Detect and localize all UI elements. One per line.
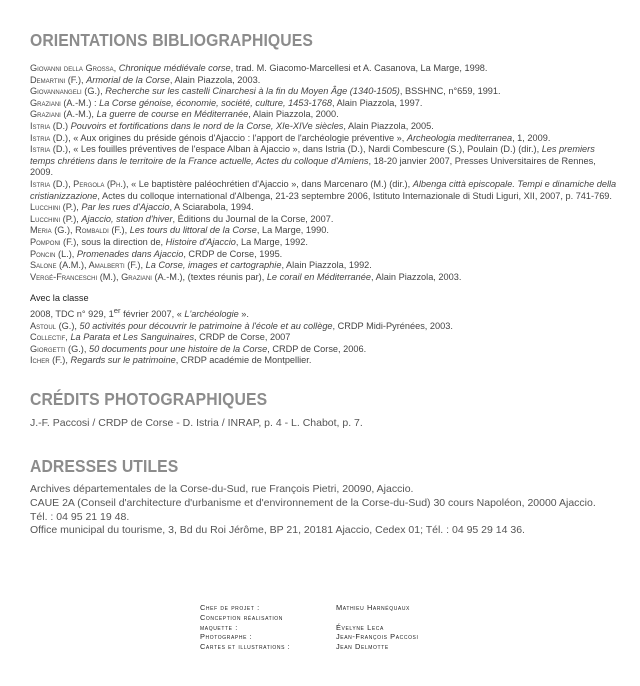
address-line: Archives départementales de la Corse-du-Sud, rue François Pietri, 20090, Ajaccio.	[30, 482, 414, 495]
reference-text: La Corse, images et cartographie	[145, 260, 282, 271]
reference-text: , A Sciarabola, 1994.	[169, 202, 254, 213]
colophon-value: Jean-François Paccosi	[336, 632, 419, 642]
reference-text: Recherche sur les castelli Cinarchesi à la fin du Moyen Âge (1340-1505)	[105, 86, 400, 97]
reference-authors: Salone (A.M.), Amalberti (F.),	[30, 260, 144, 271]
reference-entry	[30, 237, 620, 249]
page	[30, 30, 620, 538]
reference-entry	[30, 272, 620, 284]
reference-authors: Collectif,	[30, 332, 68, 343]
reference-text: (textes réunis par),	[185, 271, 267, 282]
reference-text: , 18-20 janvier 2007, Presses Universitaires de Rennes, 2009.	[30, 155, 596, 178]
reference-entry	[30, 305, 620, 321]
reference-text: siècles	[312, 120, 344, 131]
reference-text: , CRDP de Corse, 2007	[194, 332, 291, 343]
reference-entry	[30, 344, 620, 356]
reference-text: ,	[81, 74, 87, 85]
reference-text: Archeologia mediterranea	[406, 132, 513, 143]
classe-list	[30, 305, 620, 367]
reference-text: , La Marge, 1990.	[256, 225, 329, 236]
reference-text: , Éditions du Journal de la Corse, 2007.	[172, 213, 334, 224]
reference-authors: Vergé-Franceschi (M.), Graziani (A.-M.),	[30, 271, 186, 282]
address-line: CAUE 2A (Conseil d'architecture d'urbanisme et d'environnement de la Corse-du-Sud) 30 cours Napoléon, 20000 Ajaccio.	[30, 496, 596, 509]
reference-entry	[30, 260, 620, 272]
reference-authors: Astoul (G.),	[30, 320, 77, 331]
credits-text: J.-F. Paccosi / CRDP de Corse - D. Istria / INRAP, p. 4 - L. Chabot, p. 7.	[30, 416, 363, 429]
reference-text: Regards sur le patrimoine	[70, 355, 176, 366]
address-line: Office municipal du tourisme, 3, Bd du Roi Jérôme, BP 21, 20181 Ajaccio, Cedex 01; Tél. : 04 95 29 14 36.	[30, 524, 525, 537]
reference-text: , CRDP académie de Montpellier.	[175, 355, 312, 366]
reference-entry	[30, 86, 620, 98]
colophon-label: maquette :	[200, 622, 238, 632]
reference-authors: Istria (D.)	[30, 120, 69, 131]
reference-text: :	[91, 97, 100, 108]
reference-text: ».	[238, 308, 249, 319]
reference-text: , Alain Piazzola, 2000.	[248, 109, 339, 120]
colophon-row	[200, 632, 419, 642]
reference-entry	[30, 202, 620, 214]
reference-text: , CRDP Midi-Pyrénées, 2003.	[332, 320, 453, 331]
colophon-value: Évelyne Leca	[336, 622, 384, 632]
reference-text: La Parata et Les Sanguinaires	[70, 332, 195, 343]
reference-text: Pouvoirs et fortifications dans le nord de la Corse, XI	[70, 120, 285, 131]
colophon-row	[200, 613, 419, 623]
reference-text: , Alain Piazzola, 1992.	[281, 260, 372, 271]
classe-heading: Avec la classe	[30, 293, 89, 304]
reference-text: 2008, TDC n° 929, 1	[30, 308, 114, 319]
reference-text: Promenades dans Ajaccio	[76, 248, 184, 259]
reference-text: Chronique médiévale corse	[118, 63, 231, 73]
reference-entry	[30, 321, 620, 333]
reference-text: La guerre de course en Méditerranée	[96, 109, 249, 120]
credits-title: CRÉDITS PHOTOGRAPHIQUES	[30, 388, 268, 409]
reference-text: e	[284, 120, 290, 131]
reference-text: Les premiers temps chrétiens dans le territoire de la France actuelle, Actes du colloque d'Amiens	[30, 144, 595, 166]
colophon-row	[200, 642, 419, 652]
colophon-value: Jean Delmotte	[336, 642, 389, 652]
reference-text: « Les fouilles préventives de l'espace Alban à Ajaccio », dans Istria (D.), Nardi Combescure (S.), Poulain (D.) (dir.),	[70, 144, 542, 155]
reference-text: , CRDP de Corse, 1995.	[183, 248, 283, 259]
addresses-title: ADRESSES UTILES	[30, 455, 179, 476]
reference-entry	[30, 214, 620, 226]
reference-text: , Alain Piazzola, 2005.	[343, 120, 434, 131]
reference-text: Par les rues d'Ajaccio	[81, 202, 170, 213]
reference-entry	[30, 332, 620, 344]
reference-authors: Istria (D.),	[30, 144, 71, 155]
address-line: Tél. : 04 95 21 19 48.	[30, 510, 130, 523]
reference-text: e	[307, 120, 313, 131]
reference-entry	[30, 98, 620, 110]
reference-text: sous la direction de,	[78, 236, 166, 247]
reference-entry	[30, 355, 620, 367]
colophon-row	[200, 623, 419, 633]
reference-text: Ajaccio, station d'hiver	[81, 213, 173, 224]
reference-authors: Icher (F.),	[30, 355, 68, 366]
reference-entry	[30, 179, 620, 202]
bibliography-list	[30, 63, 620, 283]
reference-entry	[30, 109, 620, 121]
reference-text: Les tours du littoral de la Corse	[129, 225, 257, 236]
reference-text: , Alain Piazzola, 2003.	[169, 74, 261, 85]
reference-text: Le corail en Méditerranée	[266, 271, 371, 282]
reference-text: , BSSHNC, n°659, 1991.	[399, 86, 501, 97]
reference-text: , 1, 2009.	[512, 132, 551, 143]
reference-authors: Giorgetti (G.),	[30, 343, 87, 354]
reference-text: Armorial de la Corse	[86, 74, 170, 85]
reference-text: , trad. M. Giacomo-Marcellesi et A. Casanova, La Marge, 1998.	[230, 63, 488, 73]
reference-text: , Actes du colloque international d'Albenga, 21-23 septembre 2006, Istituto Internazionale di Studi Liguri, XII, 2007, p. 741-769.	[97, 190, 612, 201]
reference-entry	[30, 75, 620, 87]
reference-authors: Pomponi (F.),	[30, 236, 79, 247]
reference-text: er	[113, 305, 121, 315]
reference-text: « Le baptistère paléochrétien d'Ajaccio », dans Marcenaro (M.) (dir.),	[128, 178, 413, 189]
colophon-label: Chef de projet :	[200, 603, 260, 612]
reference-authors: Graziani (A.-M.)	[30, 97, 92, 108]
reference-authors: Lucchini (P.),	[30, 202, 79, 213]
colophon-row	[200, 603, 419, 613]
reference-text: , CRDP de Corse, 2006.	[267, 343, 367, 354]
addresses-list	[30, 483, 620, 538]
reference-authors: Lucchini (P.),	[30, 213, 79, 224]
reference-authors: Graziani (A.-M.),	[30, 109, 94, 120]
colophon-label: Cartes et illustrations :	[200, 642, 291, 652]
reference-text: , Alain Piazzola, 1997.	[332, 97, 423, 108]
reference-entry	[30, 121, 620, 133]
reference-entry	[30, 133, 620, 145]
reference-authors: Meria (G.), Rombaldi (F.),	[30, 225, 128, 236]
reference-authors: Giovanni della Grossa,	[30, 63, 117, 73]
reference-text: Albenga città episcopale. Tempi e dinamiche della cristianizzazione	[30, 178, 617, 201]
reference-text: -XIV	[289, 120, 308, 131]
reference-authors: Istria (D.), Pergola (Ph.),	[30, 178, 129, 189]
reference-entry	[30, 63, 620, 75]
reference-entry	[30, 249, 620, 261]
reference-text: février 2007, «	[120, 308, 185, 319]
reference-text: L'archéologie	[184, 308, 239, 319]
classe-section	[30, 293, 620, 367]
reference-authors: Poncin (L.),	[30, 248, 75, 259]
reference-authors: Giovannangeli (G.),	[30, 86, 103, 97]
reference-text: Histoire d'Ajaccio	[165, 236, 236, 247]
reference-entry	[30, 225, 620, 237]
reference-text: « Aux origines du préside génois d'Ajaccio : l'apport de l'archéologie préventive »,	[70, 132, 407, 143]
colophon	[200, 603, 419, 652]
reference-text: 50 activités pour découvrir le patrimoine à l'école et au collège	[79, 320, 333, 331]
reference-text: La Corse génoise, économie, société, culture, 1453-1768	[99, 97, 333, 108]
reference-text: , Alain Piazzola, 2003.	[371, 271, 462, 282]
reference-text: 50 documents pour une histoire de la Corse	[88, 343, 268, 354]
bibliography-title: ORIENTATIONS BIBLIOGRAPHIQUES	[30, 30, 313, 50]
reference-text: , La Marge, 1992.	[235, 236, 308, 247]
reference-authors: Demartini (F.)	[30, 74, 82, 85]
colophon-label: Photographe :	[200, 632, 253, 642]
reference-entry	[30, 144, 620, 179]
reference-authors: Istria (D.),	[30, 132, 71, 143]
colophon-value: Mathieu Harnéquaux	[336, 603, 410, 612]
colophon-label: Conception réalisation	[200, 612, 284, 622]
